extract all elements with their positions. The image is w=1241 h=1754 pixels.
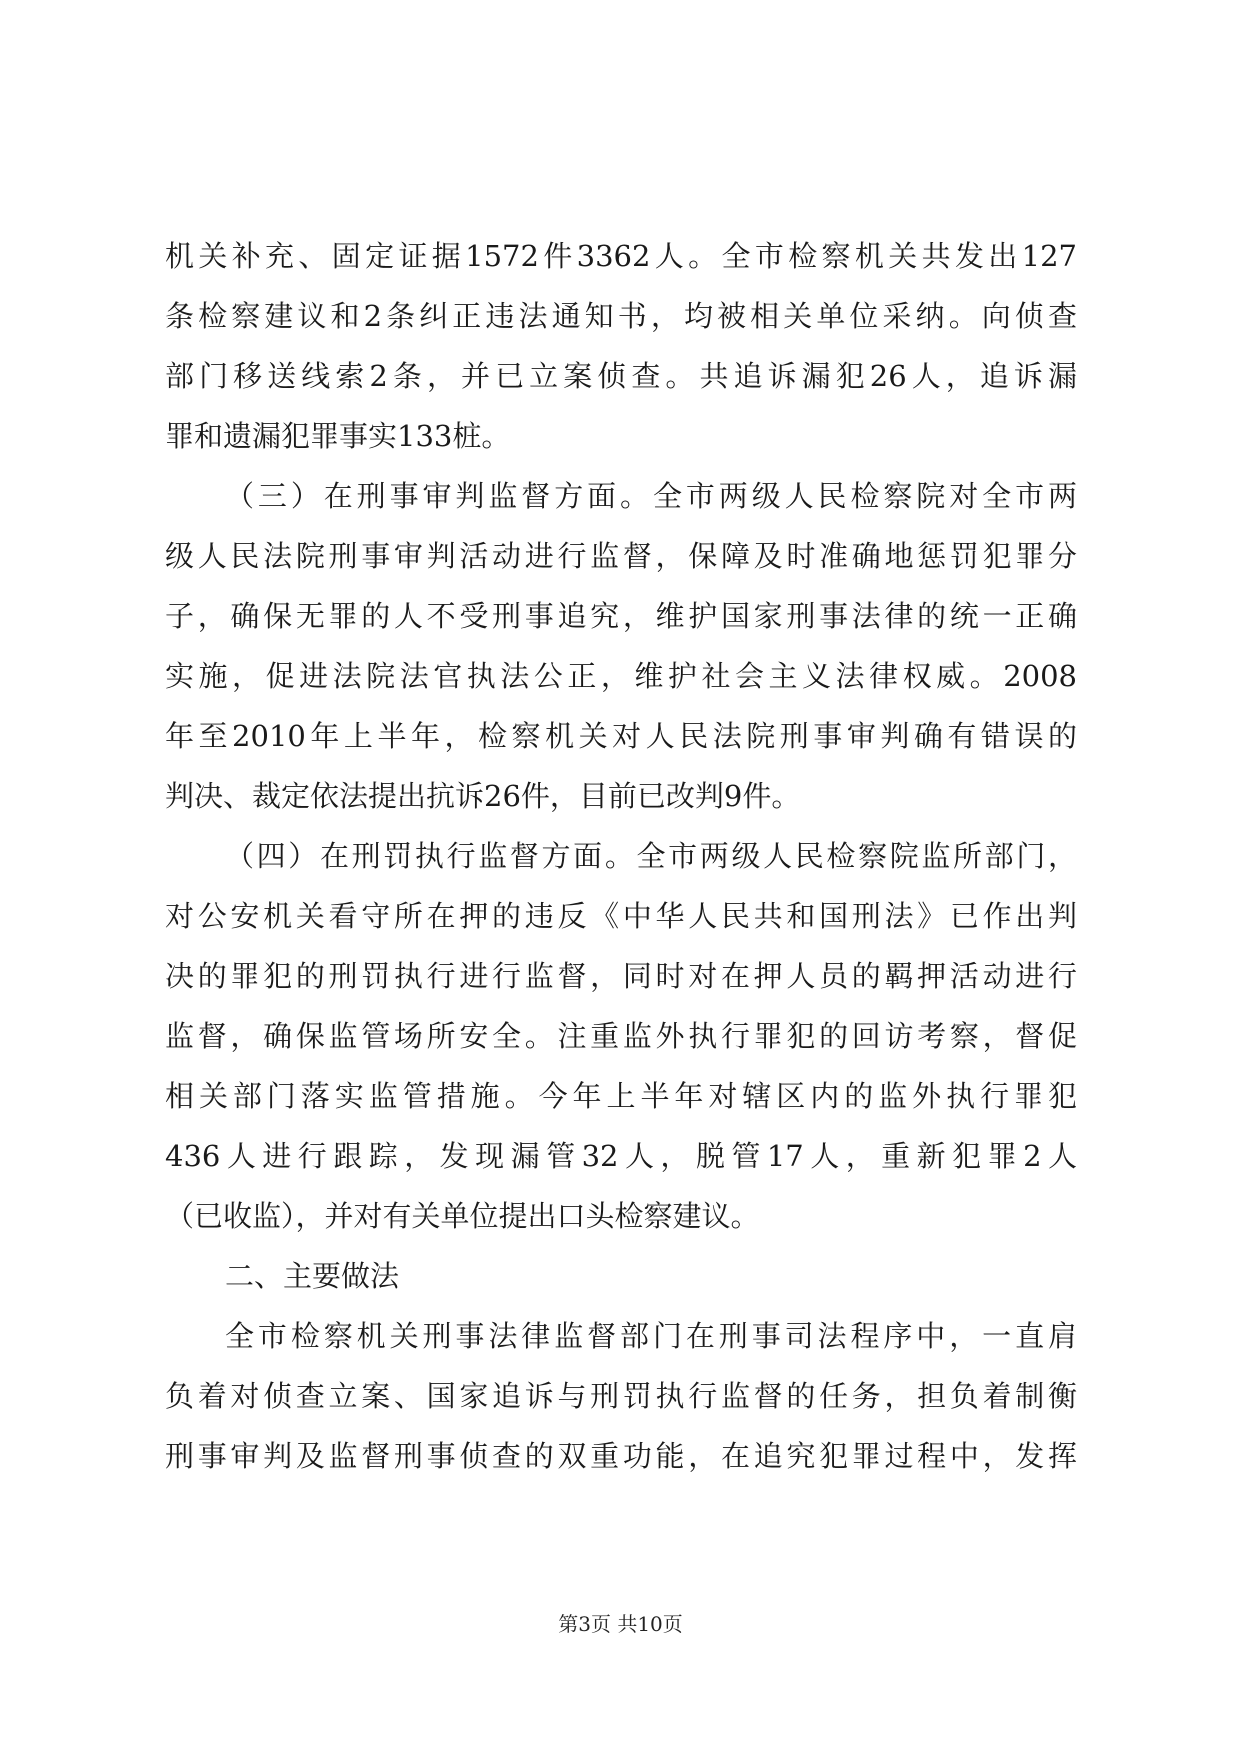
text-line: 436人进行跟踪，发现漏管32人，脱管17人，重新犯罪2人 <box>165 1139 1077 1173</box>
text-line: （四）在刑罚执行监督方面。全市两级人民检察院监所部门， <box>225 839 1077 873</box>
text-line: 判决、裁定依法提出抗诉26件，目前已改判9件。 <box>165 779 801 813</box>
text-line: 机关补充、固定证据1572件3362人。全市检察机关共发出127 <box>165 239 1077 273</box>
text-line: 全市检察机关刑事法律监督部门在刑事司法程序中，一直肩 <box>225 1319 1077 1353</box>
text-line: 子，确保无罪的人不受刑事追究，维护国家刑事法律的统一正确 <box>165 599 1077 633</box>
text-line: 年至2010年上半年，检察机关对人民法院刑事审判确有错误的 <box>165 719 1077 753</box>
text-line: 罪和遗漏犯罪事实133桩。 <box>165 419 511 453</box>
text-line: 二、主要做法 <box>225 1259 400 1293</box>
page-footer: 第3页 共10页 <box>558 1612 683 1636</box>
text-line: 条检察建议和2条纠正违法通知书，均被相关单位采纳。向侦查 <box>165 299 1077 333</box>
text-line: 监督，确保监管场所安全。注重监外执行罪犯的回访考察，督促 <box>165 1019 1077 1053</box>
text-line: 部门移送线索2条，并已立案侦查。共追诉漏犯26人，追诉漏 <box>165 359 1077 393</box>
text-line: （已收监），并对有关单位提出口头检察建议。 <box>165 1199 760 1233</box>
text-line: 实施，促进法院法官执法公正，维护社会主义法律权威。2008 <box>165 659 1077 693</box>
body-text <box>165 226 1077 1486</box>
text-line: 相关部门落实监管措施。今年上半年对辖区内的监外执行罪犯 <box>165 1079 1077 1113</box>
text-line: 刑事审判及监督刑事侦查的双重功能，在追究犯罪过程中，发挥 <box>165 1439 1077 1473</box>
text-line: 负着对侦查立案、国家追诉与刑罚执行监督的任务，担负着制衡 <box>165 1379 1077 1413</box>
text-line: 决的罪犯的刑罚执行进行监督，同时对在押人员的羁押活动进行 <box>165 959 1077 993</box>
text-line: （三）在刑事审判监督方面。全市两级人民检察院对全市两 <box>225 479 1077 513</box>
text-line: 对公安机关看守所在押的违反《中华人民共和国刑法》已作出判 <box>165 899 1077 933</box>
text-line: 级人民法院刑事审判活动进行监督，保障及时准确地惩罚犯罪分 <box>165 539 1077 573</box>
